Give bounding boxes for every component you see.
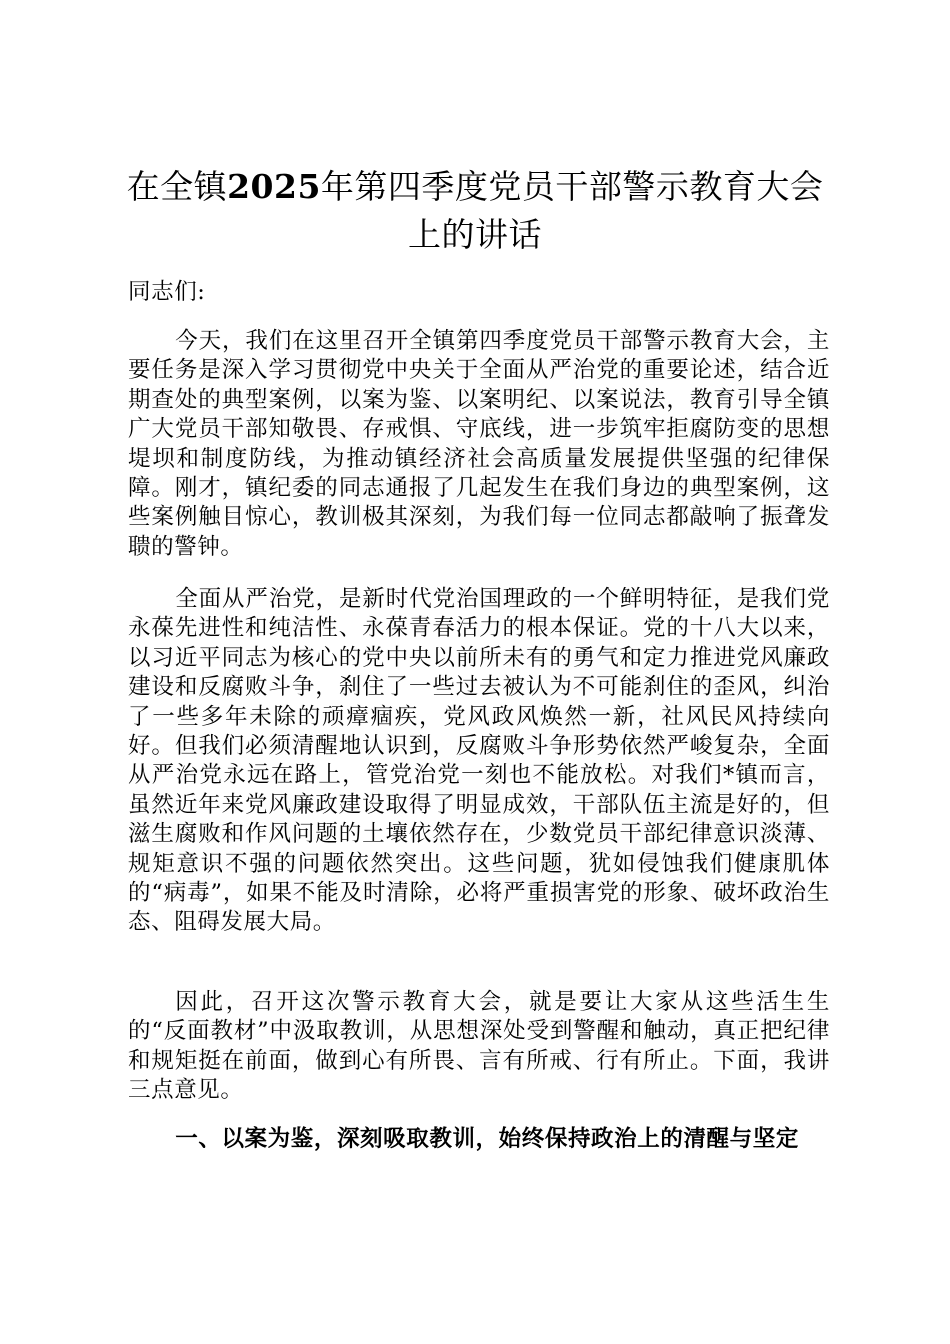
paragraph-1: 今天，我们在这里召开全镇第四季度党员干部警示教育大会，主要任务是深入学习贯彻党中央关于全面从严治党的重要论述，结合近期查处的典型案例，以案为鉴、以案明纪、以案说法，教育引导全镇广大党员干部知敬畏、存戒惧、守底线，进一步筑牢拒腐防变的思想堤坝和制度防线，为推动镇经济社会高质量发展提供坚强的纪律保障。刚才，镇纪委的同志通报了几起发生在我们身边的典型案例，这些案例触目惊心，教训极其深刻，为我们每一位同志都敲响了振聋发聩的警钟。 — [128, 328, 830, 560]
salutation: 同志们: — [128, 279, 206, 305]
paragraph-2: 全面从严治党，是新时代党治国理政的一个鲜明特征，是我们党永葆先进性和纯洁性、永葆青春活力的根本保证。党的十八大以来，以习近平同志为核心的党中央以前所未有的勇气和定力推进党风廉政建设和反腐败斗争，刹住了一些过去被认为不可能刹住的歪风，纠治了一些多年未除的顽瘴痼疾，党风政风焕然一新，社风民风持续向好。但我们必须清醒地认识到，反腐败斗争形势依然严峻复杂，全面从严治党永远在路上，管党治党一刻也不能放松。对我们*镇而言，虽然近年来党风廉政建设取得了明显成效，干部队伍主流是好的，但滋生腐败和作风问题的土壤依然存在，少数党员干部纪律意识淡薄、规矩意识不强的问题依然突出。这些问题，犹如侵蚀我们健康肌体的“病毒”，如果不能及时清除，必将严重损害党的形象、破坏政治生态、阻碍发展大局。 — [128, 586, 830, 936]
title-prefix: 在全镇 — [126, 167, 228, 206]
document-title — [120, 163, 830, 259]
title-year: 2025 — [227, 167, 321, 206]
section-heading-1: 一、以案为鉴，深刻吸取教训，始终保持政治上的清醒与坚定 — [175, 1126, 799, 1152]
paragraph-3: 因此，召开这次警示教育大会，就是要让大家从这些活生生的“反面教材”中汲取教训，从思想深处受到警醒和触动，真正把纪律和规矩挺在前面，做到心有所畏、言有所戒、行有所止。下面，我讲三点意见。 — [128, 989, 830, 1104]
title-suffix: 年第四季度党员干部警示教育大会上的讲话 — [320, 167, 824, 254]
